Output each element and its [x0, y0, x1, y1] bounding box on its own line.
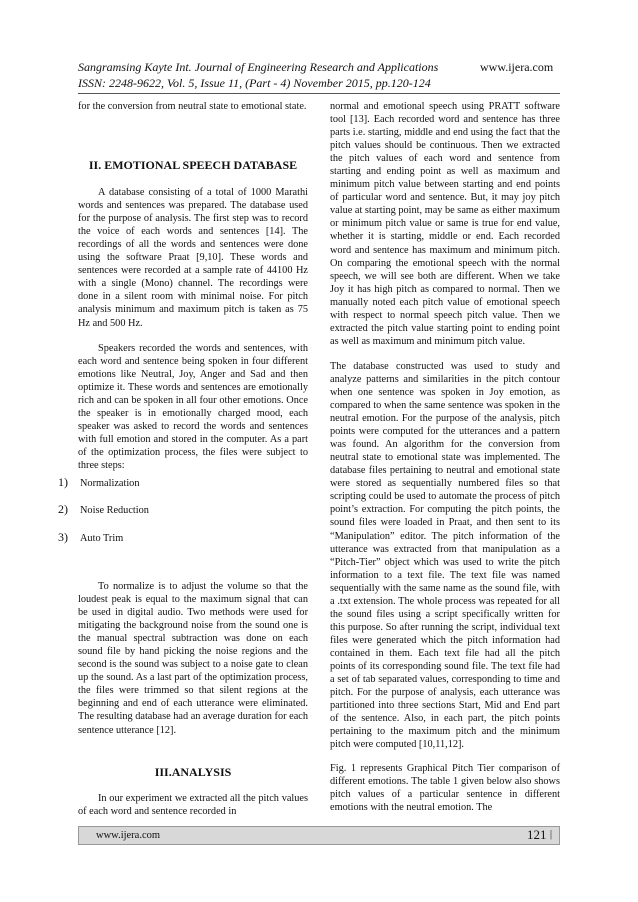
page-number: 121	[527, 827, 547, 842]
step-label: Normalization	[80, 478, 140, 489]
page-separator: |	[550, 829, 553, 840]
section-2-heading: II. EMOTIONAL SPEECH DATABASE	[88, 158, 298, 173]
list-item	[58, 503, 149, 517]
list-item	[58, 531, 123, 545]
figure-reference-paragraph: Fig. 1 represents Graphical Pitch Tier comparison of different emotions. The table 1 given below also shows pitch values of a particular sentence in different emotions with the neutral emotion. The	[330, 763, 560, 814]
list-item	[58, 476, 139, 490]
database-paragraph-1: A database consisting of a total of 1000 Marathi words and sentences was prepared. The database used for the purpose of analysis. The first step was to record the voice of each words and sentences [14]. The recordings of all the words and sentences were done using the software Praat [9,10]. These words and sentences were recorded at a sample rate of 44100 Hz with a single (Mono) channel. The recordings were done in a silent room with minimal noise. For pitch analysis minimum and maximum pitch is taken as 75 Hz and 500 Hz.	[78, 187, 308, 329]
step-number: 2)	[58, 502, 68, 516]
database-paragraph-2: Speakers recorded the words and sentences, with each word and sentence being spoken in four different emotions like Neutral, Joy, Anger and Sad and then optimize it. These words and sentences are emotionally rich and can be spoken in all four other emotions. Once the speaker is in emotionally charged mood, each speaker was asked to record the words and sentences with full emotion and stored in the computer. As a part of the optimization process, the files were subject to three steps:	[78, 342, 308, 471]
step-number: 3)	[58, 530, 68, 544]
left-column-lower	[78, 580, 308, 818]
journal-header: Sangramsing Kayte Int. Journal of Engineering Research and Applications	[78, 60, 439, 74]
header-website-link[interactable]: www.ijera.com	[480, 60, 554, 74]
step-label: Auto Trim	[80, 533, 124, 544]
left-column	[78, 100, 308, 472]
issn-line: ISSN: 2248-9622, Vol. 5, Issue 11, (Part - 4) November 2015, pp.120-124	[78, 76, 431, 90]
database-analysis-paragraph: The database constructed was used to study and analyze patterns and similarities in the pitch contour when one sentence was spoken in Joy emotion, as compared to when the same sentence was spoken in the neutral emotion. For the purpose of the analysis, pitch points were computed for the utterances and a pattern was found. An algorithm for the conversion from neutral state to emotional state was implemented. The database files pertaining to neutral and emotional state were stored as sequentially numbered files so that scripting could be used to automate the process of pitch point’s extraction. For computing the pitch points, the sound files were loaded in Praat, and then sent to its “Manipulation” editor. The pitch information of the utterance was extracted from that manipulation as a “Pitch-Tier” object which was used to write the pitch information to a text file. The text file was named sequentially with the same name as the sound file, with a .txt extension. The whole process was repeated for all the sound files using a script specifically written for this purpose. So after running the script, individual text files were generated which the pitch information had contained in them. Each text file had all the pitch points of its corresponding sound file. The text file had a set of tab separated values, corresponding to time and pitch. For the purpose of analysis, each utterance was partitioned into three sections Start, Mid and End part of the sentence. Also, in each part, the pitch points pertaining to the maximum pitch and the minimum pitch were computed [10,11,12].	[330, 360, 560, 751]
step-number: 1)	[58, 475, 68, 489]
intro-paragraph: for the conversion from neutral state to emotional state.	[78, 101, 307, 112]
section-3-heading: III.ANALYSIS	[154, 764, 232, 779]
step-label: Noise Reduction	[80, 505, 149, 516]
footer-website-link[interactable]: www.ijera.com	[96, 830, 161, 841]
normalization-paragraph: To normalize is to adjust the volume so that the loudest peak is equal to the maximum signal that can be used in digital audio. Two methods were used for mitigating the background noise from the sound one is the manual spectral subtraction was done on each sound file by hand picking the noise regions and the second is the sound was subject to a noise gate to clean up the sound. As a last part of the optimization process, the files were trimmed so that silent regions at the beginning and end of each utterance were eliminated. The resulting database had an average duration for each sentence utterance [12].	[78, 581, 308, 736]
analysis-paragraph: In our experiment we extracted all the pitch values of each word and sentence recorded in	[78, 792, 308, 817]
pitch-extraction-paragraph: normal and emotional speech using PRATT software tool [13]. Each recorded word and sentence has three parts i.e. starting, middle and end using the fact that the pitch values should be continuous. Then we extracted the pitch values of each word and sentence from starting and ending point as well as maximum and minimum pitch value between starting and end points of particular word and sentence. But, it may joy pitch value at starting point, may be same as either maximum or minimum pitch value or same is true for end value, whether it is starting, middle or end. Each recorded word and sentence has maximum and minimum pitch. On comparing the emotional speech with the normal speech, we will see both are different. When we take Joy it has high pitch as compared to normal. Then we manually noted each pitch value of emotional speech with respect to normal speech pitch value. Then we extracted the pitch value starting point to ending point as well as maximum and minimum pitch value.	[330, 101, 560, 347]
header-divider	[78, 93, 560, 94]
right-column	[330, 100, 560, 814]
